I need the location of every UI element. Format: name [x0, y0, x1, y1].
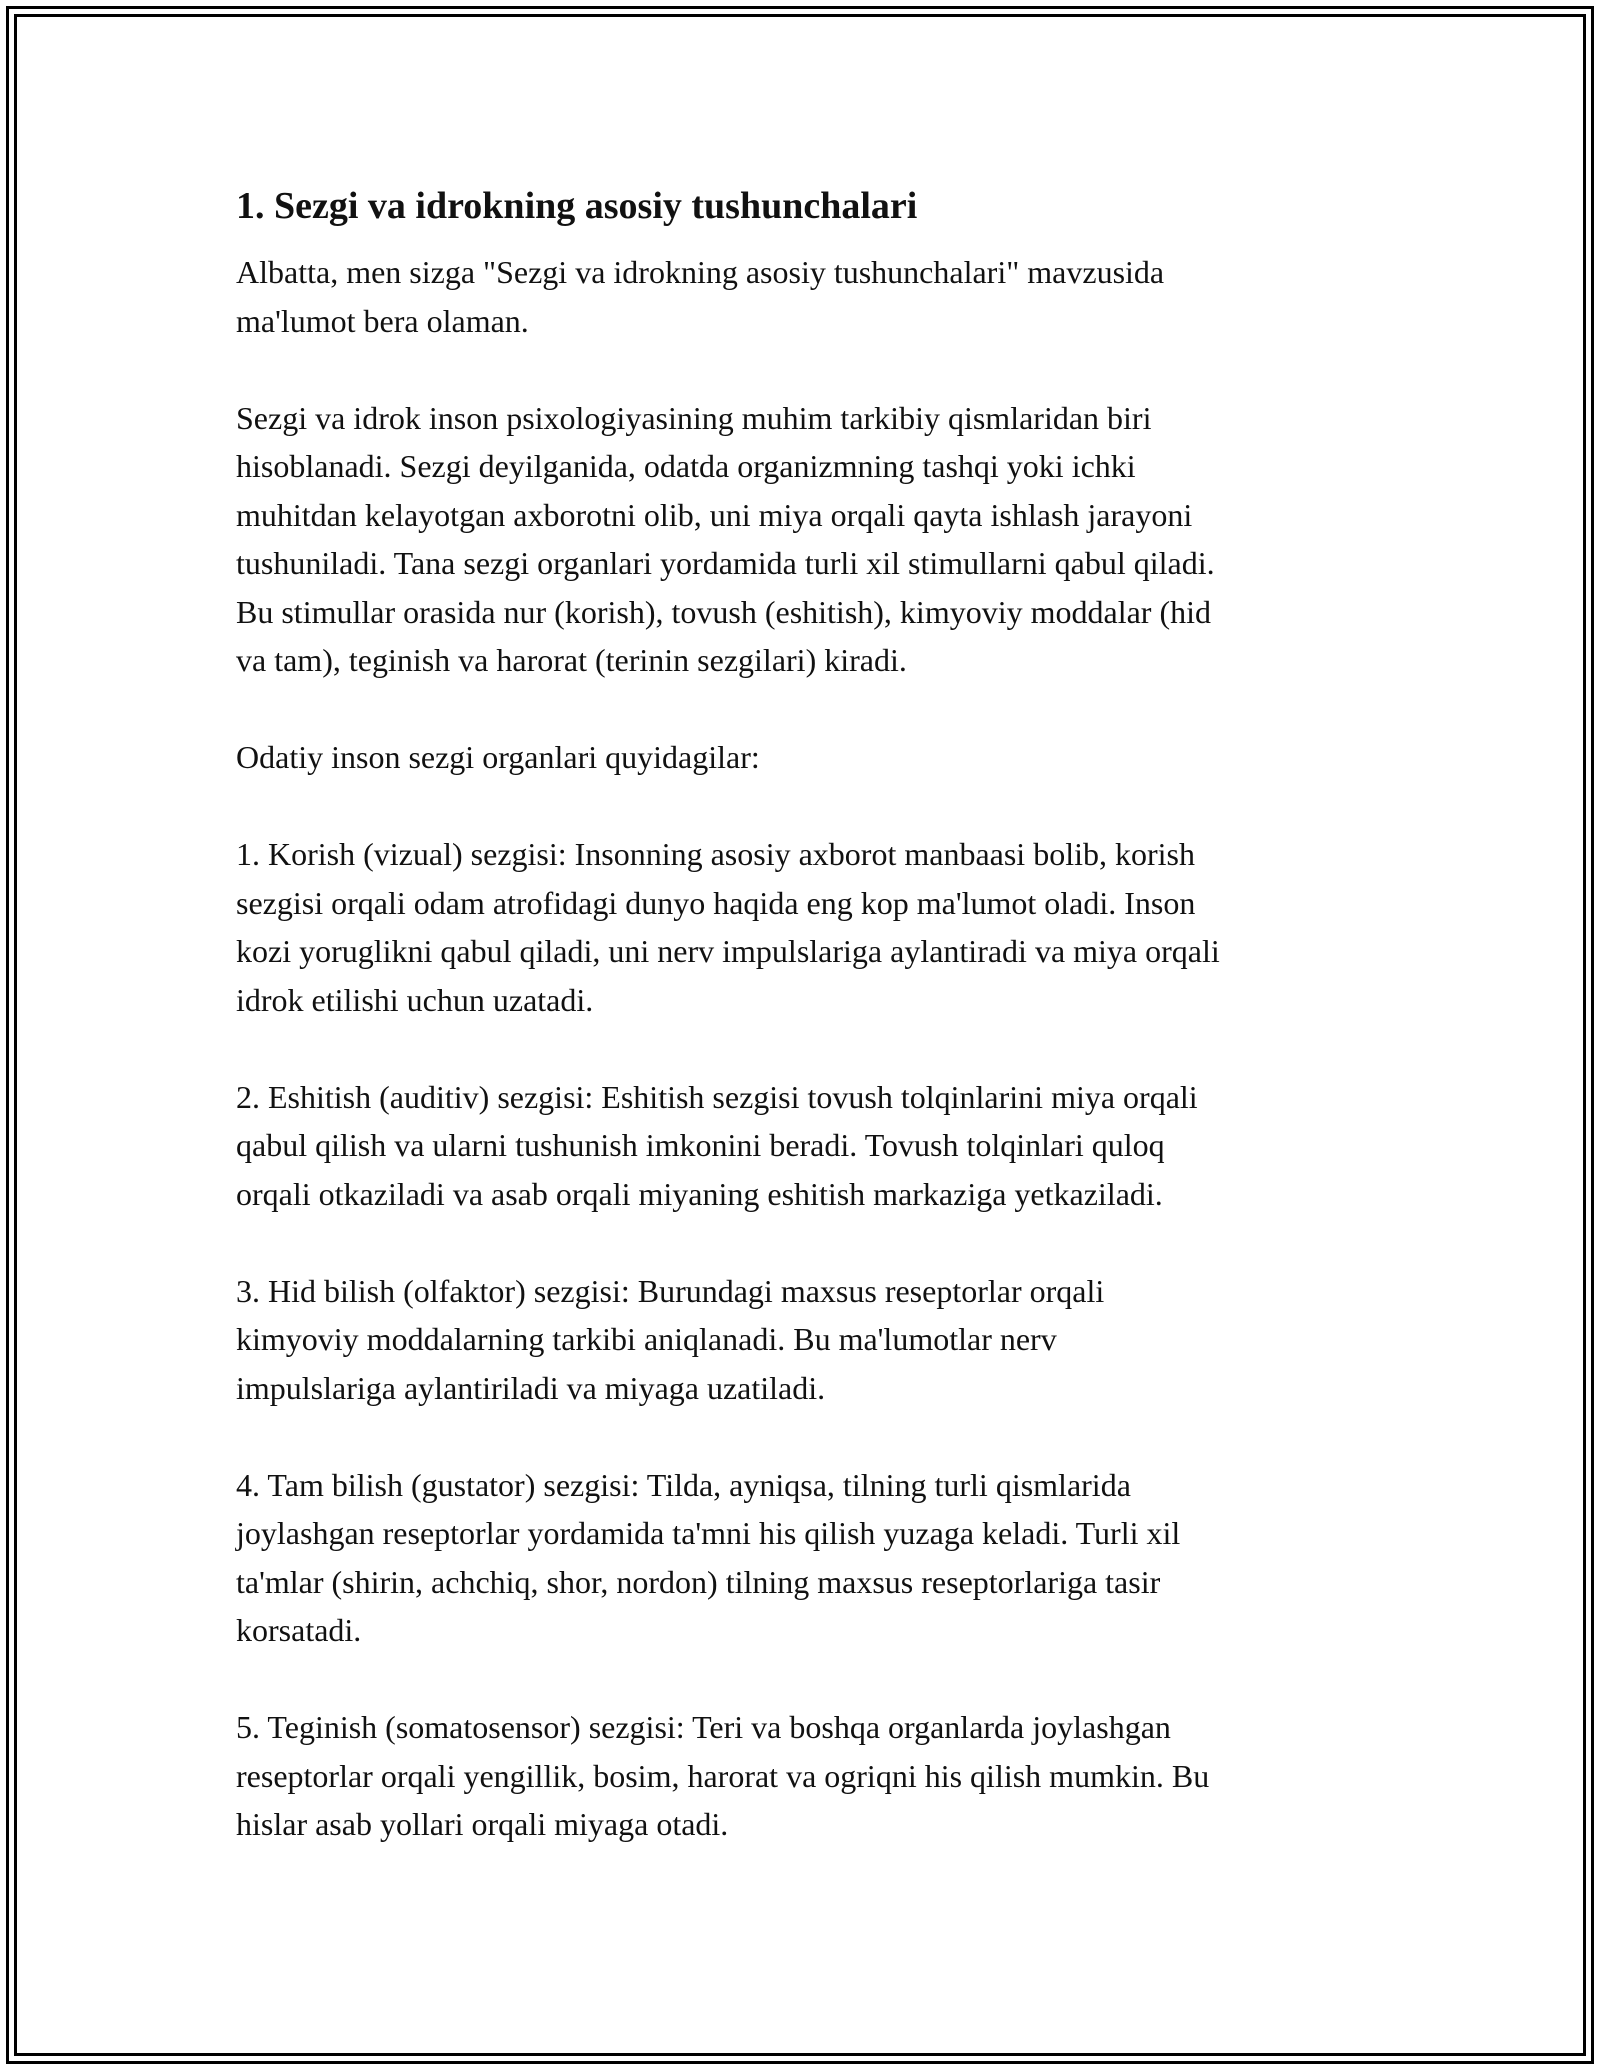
list-item-gustatory: 4. Tam bilish (gustator) sezgisi: Tilda, ayniqsa, tilning turli qismlarida joylashgan reseptorlar yordamida ta'mni his qilish yuzaga keladi. Turli xil ta'mlar (shirin, achchiq, shor, nordon) tilning maxsus reseptorlariga tasir korsatadi.: [236, 1466, 1181, 1648]
list-item-somatosensory: 5. Teginish (somatosensor) sezgisi: Teri va boshqa organlarda joylashgan reseptorlar orqali yengillik, bosim, harorat va ogriqni his qilish mumkin. Bu hislar asab yollari orqali miyaga otadi.: [236, 1709, 1210, 1842]
document-body: [236, 182, 1376, 1897]
intro-paragraph: Albatta, men sizga "Sezgi va idrokning asosiy tushunchalari" mavzusida ma'lumot bera olaman.: [236, 254, 1165, 339]
definition-paragraph: Sezgi va idrok inson psixologiyasining muhim tarkibiy qismlaridan biri hisoblanadi. Sezgi deyilganida, odatda organizmning tashqi yoki ichki muhitdan kelayotgan axborotni olib, uni miya orqali qayta ishlash jarayoni tushuniladi. Tana sezgi organlari yordamida turli xil stimullarni qabul qiladi. Bu stimullar orasida nur (korish), tovush (eshitish), kimyoviy moddalar (hid va tam), teginish va harorat (terinin sezgilari) kiradi.: [236, 399, 1215, 678]
list-intro-paragraph: Odatiy inson sezgi organlari quyidagilar:: [236, 739, 760, 775]
list-item-olfactory: 3. Hid bilish (olfaktor) sezgisi: Burundagi maxsus reseptorlar orqali kimyoviy moddalarning tarkibi aniqlanadi. Bu ma'lumotlar nerv impulslariga aylantiriladi va miyaga uzatiladi.: [236, 1272, 1105, 1406]
list-item-visual: 1. Korish (vizual) sezgisi: Insonning asosiy axborot manbaasi bolib, korish sezgisi orqali odam atrofidagi dunyo haqida eng kop ma'lumot oladi. Inson kozi yoruglikni qabul qiladi, uni nerv impulslariga aylantiradi va miya orqali idrok etilishi uchun uzatadi.: [236, 836, 1220, 1018]
list-item-auditory: 2. Eshitish (auditiv) sezgisi: Eshitish sezgisi tovush tolqinlarini miya orqali qabul qilish va ularni tushunish imkonini beradi. Tovush tolqinlari quloq orqali otkaziladi va asab orqali miyaning eshitish markaziga yetkaziladi.: [236, 1078, 1198, 1212]
document-title: 1. Sezgi va idrokning asosiy tushunchalari: [236, 185, 918, 227]
